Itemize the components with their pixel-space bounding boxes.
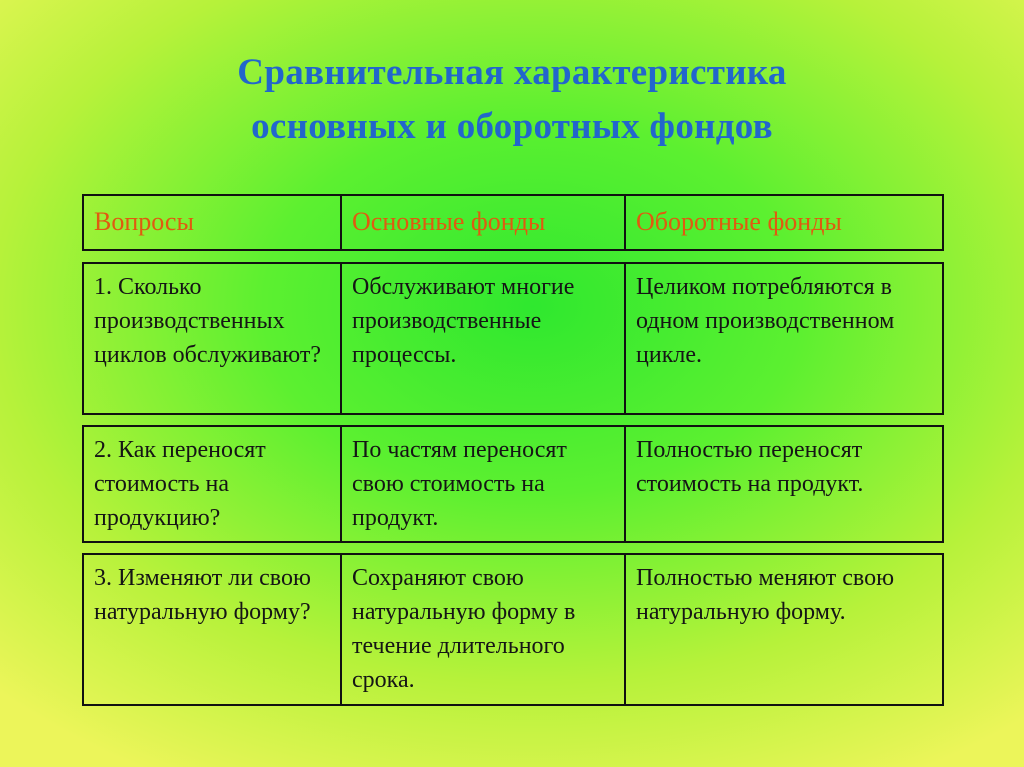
working-assets-cell: Целиком потребляются в одном производственном цикле. [626,262,944,415]
slide-title-line-1: Сравнительная характеристика [237,52,787,93]
table-header-row [82,194,944,251]
question-cell: 3. Изменяют ли свою натуральную форму? [82,553,342,706]
question-cell: 2. Как переносят стоимость на продукцию? [82,425,342,543]
fixed-assets-cell: Обслуживают многие производственные процессы. [342,262,626,415]
fixed-assets-cell: По частям переносят свою стоимость на продукт. [342,425,626,543]
question-cell: 1. Сколько производственных циклов обслуживают? [82,262,342,415]
table-row [82,425,944,543]
slide-title [0,46,1024,154]
fixed-assets-cell: Сохраняют свою натуральную форму в течение длительного срока. [342,553,626,706]
table-row [82,553,944,706]
working-assets-cell: Полностью переносят стоимость на продукт. [626,425,944,543]
header-questions: Вопросы [82,194,342,251]
header-fixed-assets: Основные фонды [342,194,626,251]
table-row [82,262,944,415]
slide-title-line-2: основных и оборотных фондов [251,106,773,147]
working-assets-cell: Полностью меняют свою натуральную форму. [626,553,944,706]
header-working-assets: Оборотные фонды [626,194,944,251]
